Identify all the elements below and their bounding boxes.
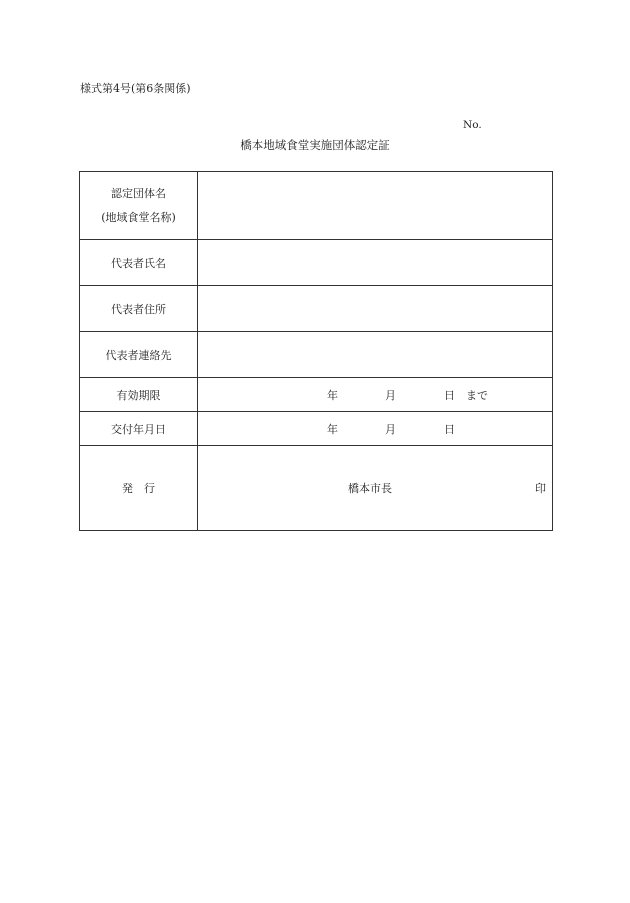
rep-contact-value[interactable] xyxy=(198,332,553,378)
row-rep-address xyxy=(80,286,553,332)
row-issue-date xyxy=(80,412,553,446)
group-name-label xyxy=(80,172,198,240)
rep-address-value[interactable] xyxy=(198,286,553,332)
row-issuer xyxy=(80,446,553,531)
form-number: 様式第4号(第6条関係) xyxy=(80,82,191,95)
certificate-table xyxy=(79,171,553,531)
row-rep-name xyxy=(80,240,553,286)
row-validity xyxy=(80,378,553,412)
page-title: 橋本地域食堂実施団体認定証 xyxy=(240,138,390,152)
group-name-label-line2: (地域食堂名称) xyxy=(101,211,176,224)
validity-year-unit: 年 xyxy=(327,388,338,402)
issue-date-value[interactable] xyxy=(198,412,553,446)
rep-address-label: 代表者住所 xyxy=(80,286,198,332)
rep-name-value[interactable] xyxy=(198,240,553,286)
document-number-label: No. xyxy=(463,119,482,131)
group-name-label-line1: 認定団体名 xyxy=(111,187,166,200)
issue-date-label: 交付年月日 xyxy=(80,412,198,446)
rep-contact-label: 代表者連絡先 xyxy=(80,332,198,378)
validity-day-unit: 日 xyxy=(444,388,455,402)
rep-name-label: 代表者氏名 xyxy=(80,240,198,286)
issuer-label: 発 行 xyxy=(80,446,198,531)
validity-until-text: まで xyxy=(466,388,488,402)
validity-value[interactable] xyxy=(198,378,553,412)
issue-month-unit: 月 xyxy=(385,422,396,436)
row-rep-contact xyxy=(80,332,553,378)
group-name-value[interactable] xyxy=(198,172,553,240)
issue-year-unit: 年 xyxy=(327,422,338,436)
validity-month-unit: 月 xyxy=(385,388,396,402)
validity-label: 有効期限 xyxy=(80,378,198,412)
issue-day-unit: 日 xyxy=(444,422,455,436)
seal-mark: 印 xyxy=(535,482,546,495)
row-group-name xyxy=(80,172,553,240)
issuer-value xyxy=(198,446,553,531)
issuer-name: 橋本市長 xyxy=(348,482,392,495)
